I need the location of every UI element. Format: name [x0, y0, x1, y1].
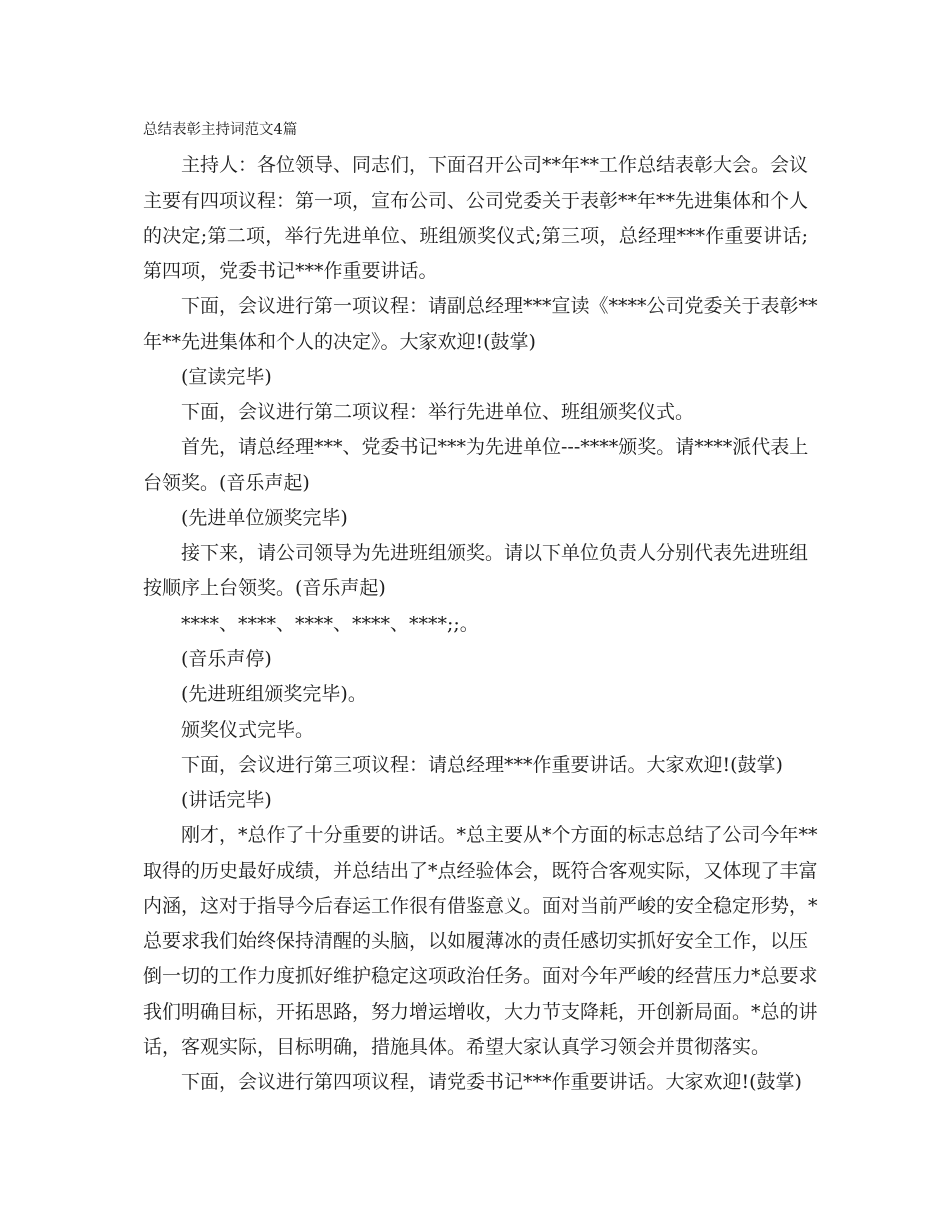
- paragraph-ceremony-end: [143, 713, 808, 748]
- text-line: ****、****、****、****、****;;。: [181, 612, 479, 635]
- paragraph-stage-note: [143, 642, 808, 677]
- text-line: 下面，会议进行第四项议程，请党委书记***作重要讲话。大家欢迎!(鼓掌): [181, 1071, 802, 1094]
- paragraph-unit-awards: [143, 430, 808, 501]
- text-line: 下面，会议进行第三项议程：请总经理***作重要讲话。大家欢迎!(鼓掌): [181, 753, 783, 776]
- text-line: 颁奖仪式完毕。: [181, 718, 315, 741]
- text-line: (讲话完毕): [181, 789, 272, 812]
- text-line: 主要有四项议程：第一项，宣布公司、公司党委关于表彰**年**先进集体和个人: [143, 189, 809, 212]
- text-line: 台领奖。(音乐声起): [143, 471, 310, 494]
- text-line: 接下来，请公司领导为先进班组颁奖。请以下单位负责人分别代表先进班组: [181, 542, 809, 565]
- text-line: 第四项，党委书记***作重要讲话。: [143, 260, 438, 283]
- paragraph-stage-note: [143, 360, 808, 395]
- text-line: 取得的历史最好成绩，并总结出了*点经验体会，既符合客观实际，又体现了丰富: [143, 859, 818, 882]
- paragraph-speech-summary: [143, 818, 818, 1065]
- text-line: (先进单位颁奖完毕): [181, 506, 348, 529]
- text-line: 年**先进集体和个人的决定》。大家欢迎!(鼓掌): [143, 330, 536, 353]
- text-line: 内涵，这对于指导今后春运工作很有借鉴意义。面对当前严峻的安全稳定形势，*: [143, 894, 818, 917]
- paragraph-agenda-three: [143, 748, 808, 783]
- text-line: (先进班组颁奖完毕)。: [181, 683, 367, 706]
- text-line: 首先，请总经理***、党委书记***为先进单位---****颁奖。请****派代表上: [181, 436, 809, 459]
- text-line: 倒一切的工作力度抓好维护稳定这项政治任务。面对今年严峻的经营压力*总要求: [143, 965, 818, 988]
- text-line: 刚才，*总作了十分重要的讲话。*总主要从*个方面的标志总结了公司今年**: [181, 824, 818, 847]
- paragraph-stage-note: [143, 501, 808, 536]
- paragraph-stage-note: [143, 677, 808, 712]
- paragraph-agenda-one: [143, 289, 818, 360]
- text-line: 主持人：各位领导、同志们，下面召开公司**年**工作总结表彰大会。会议: [181, 154, 809, 177]
- paragraph-opening: [143, 148, 808, 289]
- paragraph-stage-note: [143, 783, 808, 818]
- paragraph-agenda-four: [143, 1065, 808, 1100]
- text-line: 的决定;第二项，举行先进单位、班组颁奖仪式;第三项，总经理***作重要讲话;: [143, 224, 808, 247]
- text-line: (宣读完毕): [181, 365, 272, 388]
- document-page: [143, 113, 818, 1100]
- document-title: 总结表彰主持词范文4篇: [143, 122, 298, 138]
- text-line: 总要求我们始终保持清醒的头脑，以如履薄冰的责任感切实抓好安全工作，以压: [143, 930, 809, 953]
- text-line: 按顺序上台领奖。(音乐声起): [143, 577, 386, 600]
- paragraph-agenda-two: [143, 395, 808, 430]
- text-line: 我们明确目标，开拓思路，努力增运增收，大力节支降耗，开创新局面。*总的讲: [143, 1000, 818, 1023]
- text-line: (音乐声停): [181, 647, 272, 670]
- paragraph-team-awards: [143, 536, 808, 607]
- text-line: 下面，会议进行第二项议程：举行先进单位、班组颁奖仪式。: [181, 401, 695, 424]
- text-line: 下面，会议进行第一项议程：请副总经理***宣读《****公司党委关于表彰**: [181, 295, 818, 318]
- paragraph-team-list: [143, 607, 808, 642]
- text-line: 话，客观实际，目标明确，措施具体。希望大家认真学习领会并贯彻落实。: [143, 1035, 771, 1058]
